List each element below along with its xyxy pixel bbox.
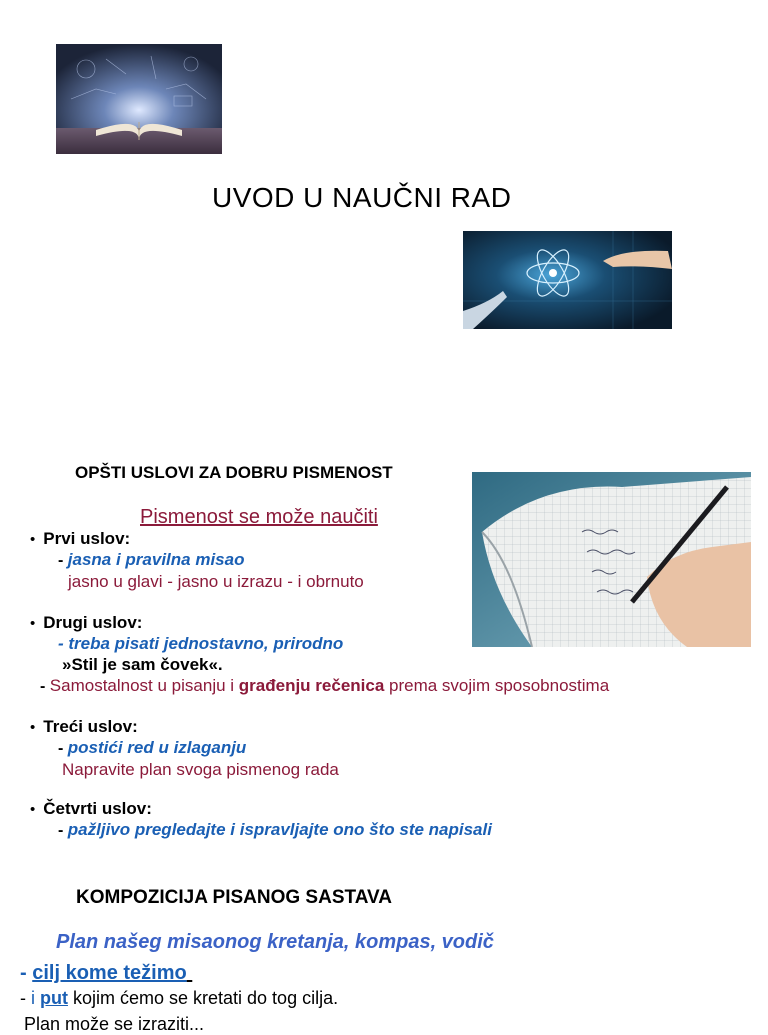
note-part-b: građenju rečenica [238, 676, 385, 695]
path-put: put [40, 988, 68, 1008]
condition-3-label: Treći uslov: [43, 717, 138, 736]
plan-line: Plan našeg misaonog kretanja, kompas, vodič [56, 931, 494, 953]
cut-off-line: Plan može se izraziti... [24, 1014, 205, 1034]
condition-4-label: Četvrti uslov: [43, 799, 152, 818]
bullet-dot: • [30, 719, 36, 736]
dash: - [58, 552, 64, 569]
goal-line [20, 962, 192, 985]
literacy-subtitle: Pismenost se može naučiti [140, 506, 378, 528]
section-heading-composition: KOMPOZICIJA PISANOG SASTAVA [76, 887, 392, 908]
bullet-dot: • [30, 801, 36, 818]
condition-2-label: Drugi uslov: [43, 613, 143, 632]
condition-3-note: Napravite plan svoga pismenog rada [62, 760, 339, 779]
condition-1-note: jasno u glavi - jasno u izrazu - i obrnuto [68, 572, 364, 591]
dash: - [40, 678, 46, 695]
condition-3 [30, 717, 138, 737]
path-dash: - [20, 988, 31, 1008]
section-heading-literacy: OPŠTI USLOVI ZA DOBRU PISMENOST [75, 463, 393, 482]
dash: - [58, 822, 64, 839]
dash: - [58, 740, 64, 757]
condition-3-point [58, 738, 246, 758]
goal-text: cilj kome težimo [32, 962, 187, 984]
condition-2 [30, 613, 142, 633]
path-i: i [31, 988, 40, 1008]
robot-hand-atom-image [463, 231, 672, 329]
note-part-a: Samostalnost u pisanju i [49, 676, 239, 695]
condition-1-point [58, 550, 244, 570]
hand-writing-notebook-image [472, 472, 751, 647]
bullet-dot: • [30, 615, 36, 632]
condition-4-text: pažljivo pregledajte i ispravljajte ono što ste napisali [67, 820, 492, 839]
page-title: UVOD U NAUČNI RAD [212, 182, 512, 213]
condition-1-text: jasna i pravilna misao [67, 550, 245, 569]
condition-3-text: postići red u izlaganju [67, 738, 247, 757]
condition-1 [30, 529, 130, 549]
bullet-dot: • [30, 531, 36, 548]
path-rest: kojim ćemo se kretati do tog cilja. [67, 988, 339, 1008]
path-line [20, 988, 338, 1009]
condition-2-text: - treba pisati jednostavno, prirodno [58, 634, 344, 653]
goal-underline-tail [187, 962, 193, 984]
note-part-c: prema svojim sposobnostima [384, 676, 610, 695]
goal-dash: - [20, 962, 33, 984]
open-book-science-image [56, 44, 222, 154]
condition-4-point [58, 820, 492, 840]
condition-2-note [40, 676, 609, 696]
condition-4 [30, 799, 152, 819]
style-quote: »Stil je sam čovek«. [62, 655, 223, 674]
condition-1-label: Prvi uslov: [43, 529, 131, 548]
